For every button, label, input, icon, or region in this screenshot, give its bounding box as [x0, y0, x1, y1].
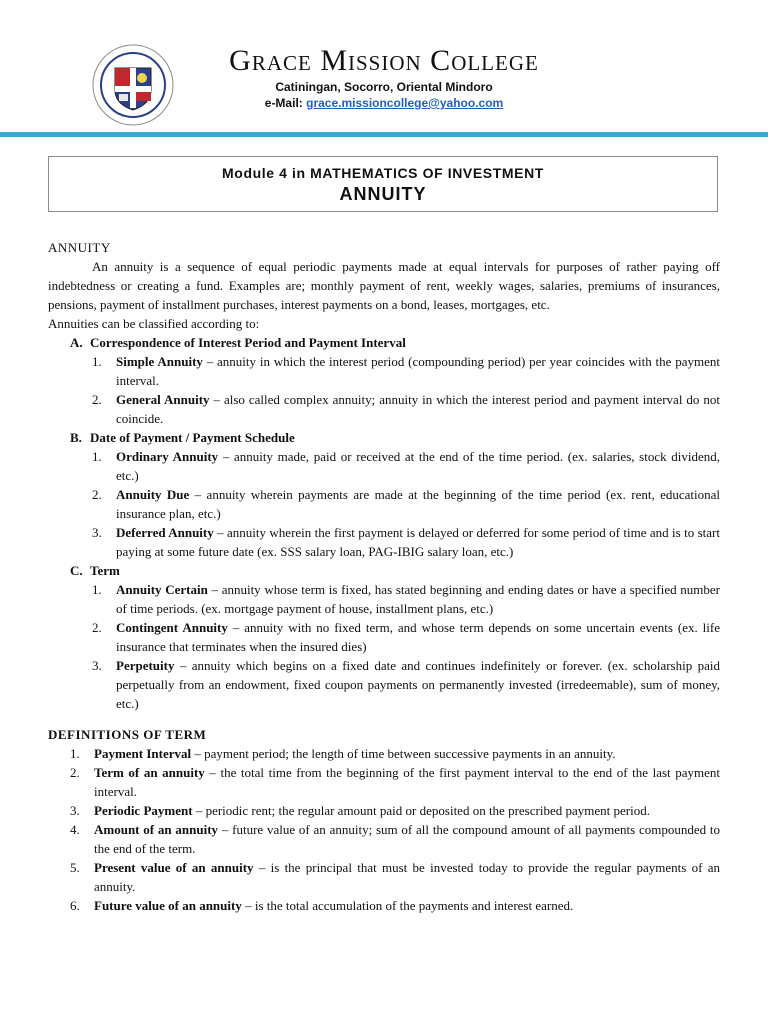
item-term: Term of an annuity — [94, 765, 205, 780]
item-text — [116, 656, 720, 713]
item-description: – annuity in which the interest period (compounding period) per year coincides with the payment interval. — [116, 354, 720, 388]
item-description: – annuity with no fixed term, and whose term depends on some uncertain events (ex. life insurance that terminates when the insured dies) — [116, 620, 720, 654]
item-term: Contingent Annuity — [116, 620, 228, 635]
list-item — [92, 485, 720, 523]
item-text — [94, 763, 720, 801]
item-description: – annuity whose term is fixed, has stated beginning and ending dates or have a specified number of time periods. (ex. mortgage payment of house, installment plans, etc.) — [116, 582, 720, 616]
list-item — [70, 858, 720, 896]
document-body — [48, 238, 720, 915]
item-text — [116, 485, 720, 523]
item-text — [94, 801, 720, 820]
item-number: 1. — [92, 354, 102, 369]
list-item — [70, 896, 720, 915]
item-number: 3. — [92, 658, 102, 673]
category-letter: B. — [70, 430, 82, 445]
item-description: – also called complex annuity; annuity in which the interest period and payment interval do not coincide. — [116, 392, 720, 426]
item-term: Ordinary Annuity — [116, 449, 219, 464]
item-term: Amount of an annuity — [94, 822, 219, 837]
item-description: – future value of an annuity; sum of all the compound amount of all payments compounded to the end of the term. — [94, 822, 720, 856]
item-number: 3. — [70, 803, 80, 818]
item-number: 3. — [92, 525, 102, 540]
category-letter: C. — [70, 563, 83, 578]
list-item — [70, 763, 720, 801]
list-item — [92, 352, 720, 390]
item-term: Annuity Due — [116, 487, 190, 502]
college-seal-icon — [92, 44, 174, 126]
item-number: 6. — [70, 898, 80, 913]
item-description: – annuity made, paid or received at the end of the time period. (ex. salaries, stock dividend, etc.) — [116, 449, 721, 483]
item-term: Future value of an annuity — [94, 898, 242, 913]
item-description: – annuity which begins on a fixed date and continues indefinitely or forever. (ex. scholarship paid perpetually from an endowment, fixed coupon payments on permanently invested (irredeemable), sum of money, etc.) — [116, 658, 720, 711]
item-text — [94, 744, 720, 763]
item-number: 1. — [70, 746, 80, 761]
item-number: 1. — [92, 582, 102, 597]
list-item — [92, 618, 720, 656]
category-heading — [70, 428, 720, 447]
item-text — [116, 447, 720, 485]
module-subtitle: Module 4 in MATHEMATICS OF INVESTMENT — [222, 165, 544, 181]
category-title: Correspondence of Interest Period and Payment Interval — [90, 335, 406, 350]
item-description: – the total time from the beginning of the first payment interval to the end of the last payment interval. — [94, 765, 720, 799]
section-heading-definitions: DEFINITIONS OF TERM — [48, 727, 207, 742]
intro-paragraph: An annuity is a sequence of equal periodic payments made at equal intervals for purposes of rather paying off indebtedness or creating a fund. Examples are; monthly payment of rent, weekly wages, salaries, premiums of insurances, pensions, payment of installment purchases, interest payments on a bond, leases, mortgages, etc. — [48, 259, 720, 312]
list-item — [70, 801, 720, 820]
college-address: Catiningan, Socorro, Oriental Mindoro — [275, 80, 493, 94]
item-description: – is the total accumulation of the payments and interest earned. — [241, 898, 574, 913]
item-term: Perpetuity — [116, 658, 175, 673]
item-text — [116, 618, 720, 656]
item-term: Annuity Certain — [116, 582, 208, 597]
item-description: – periodic rent; the regular amount paid or deposited on the prescribed payment period. — [192, 803, 650, 818]
item-text — [94, 820, 720, 858]
item-text — [94, 896, 720, 915]
list-item — [92, 447, 720, 485]
item-description: – annuity wherein the first payment is delayed or deferred for some period of time and is to start paying at some future date (ex. SSS salary loan, PAG-IBIG salary loan, etc.) — [116, 525, 720, 559]
item-description: – is the principal that must be invested today to provide the regular payments of an annuity. — [94, 860, 720, 894]
list-item — [92, 580, 720, 618]
list-item — [92, 390, 720, 428]
email-label: e-Mail: — [264, 96, 307, 110]
module-title-box — [48, 156, 718, 212]
item-text — [116, 580, 720, 618]
item-term: Present value of an annuity — [94, 860, 254, 875]
item-text — [94, 858, 720, 896]
item-number: 2. — [70, 765, 80, 780]
item-term: Simple Annuity — [116, 354, 203, 369]
list-item — [92, 523, 720, 561]
college-email-line — [204, 96, 564, 110]
item-description: – annuity wherein payments are made at the beginning of the time period (ex. rent, educational insurance plan, etc.) — [116, 487, 720, 521]
item-term: Periodic Payment — [94, 803, 193, 818]
item-number: 1. — [92, 449, 102, 464]
category-title: Term — [90, 563, 120, 578]
list-item — [70, 820, 720, 858]
definitions-section — [48, 725, 720, 915]
item-number: 2. — [92, 620, 102, 635]
header-divider — [0, 132, 768, 137]
module-title: ANNUITY — [339, 184, 427, 204]
item-text — [116, 523, 720, 561]
item-term: General Annuity — [116, 392, 210, 407]
category-letter: A. — [70, 335, 83, 350]
item-description: – payment period; the length of time between successive payments in an annuity. — [191, 746, 616, 761]
letterhead — [0, 0, 768, 138]
category-heading — [70, 561, 720, 580]
item-number: 2. — [92, 392, 102, 407]
item-term: Payment Interval — [94, 746, 192, 761]
item-text — [116, 352, 720, 390]
email-link[interactable]: grace.missioncollege@yahoo.com — [306, 96, 504, 110]
college-name: Grace Mission College — [229, 44, 539, 77]
category-heading — [70, 333, 720, 352]
section-heading-annuity: ANNUITY — [48, 240, 111, 255]
category-title: Date of Payment / Payment Schedule — [90, 430, 295, 445]
item-number: 2. — [92, 487, 102, 502]
list-item — [70, 744, 720, 763]
item-number: 4. — [70, 822, 80, 837]
item-term: Deferred Annuity — [116, 525, 214, 540]
item-text — [116, 390, 720, 428]
list-item — [92, 656, 720, 713]
classification-intro: Annuities can be classified according to: — [48, 316, 260, 331]
item-number: 5. — [70, 860, 80, 875]
section-spacer — [48, 713, 720, 725]
